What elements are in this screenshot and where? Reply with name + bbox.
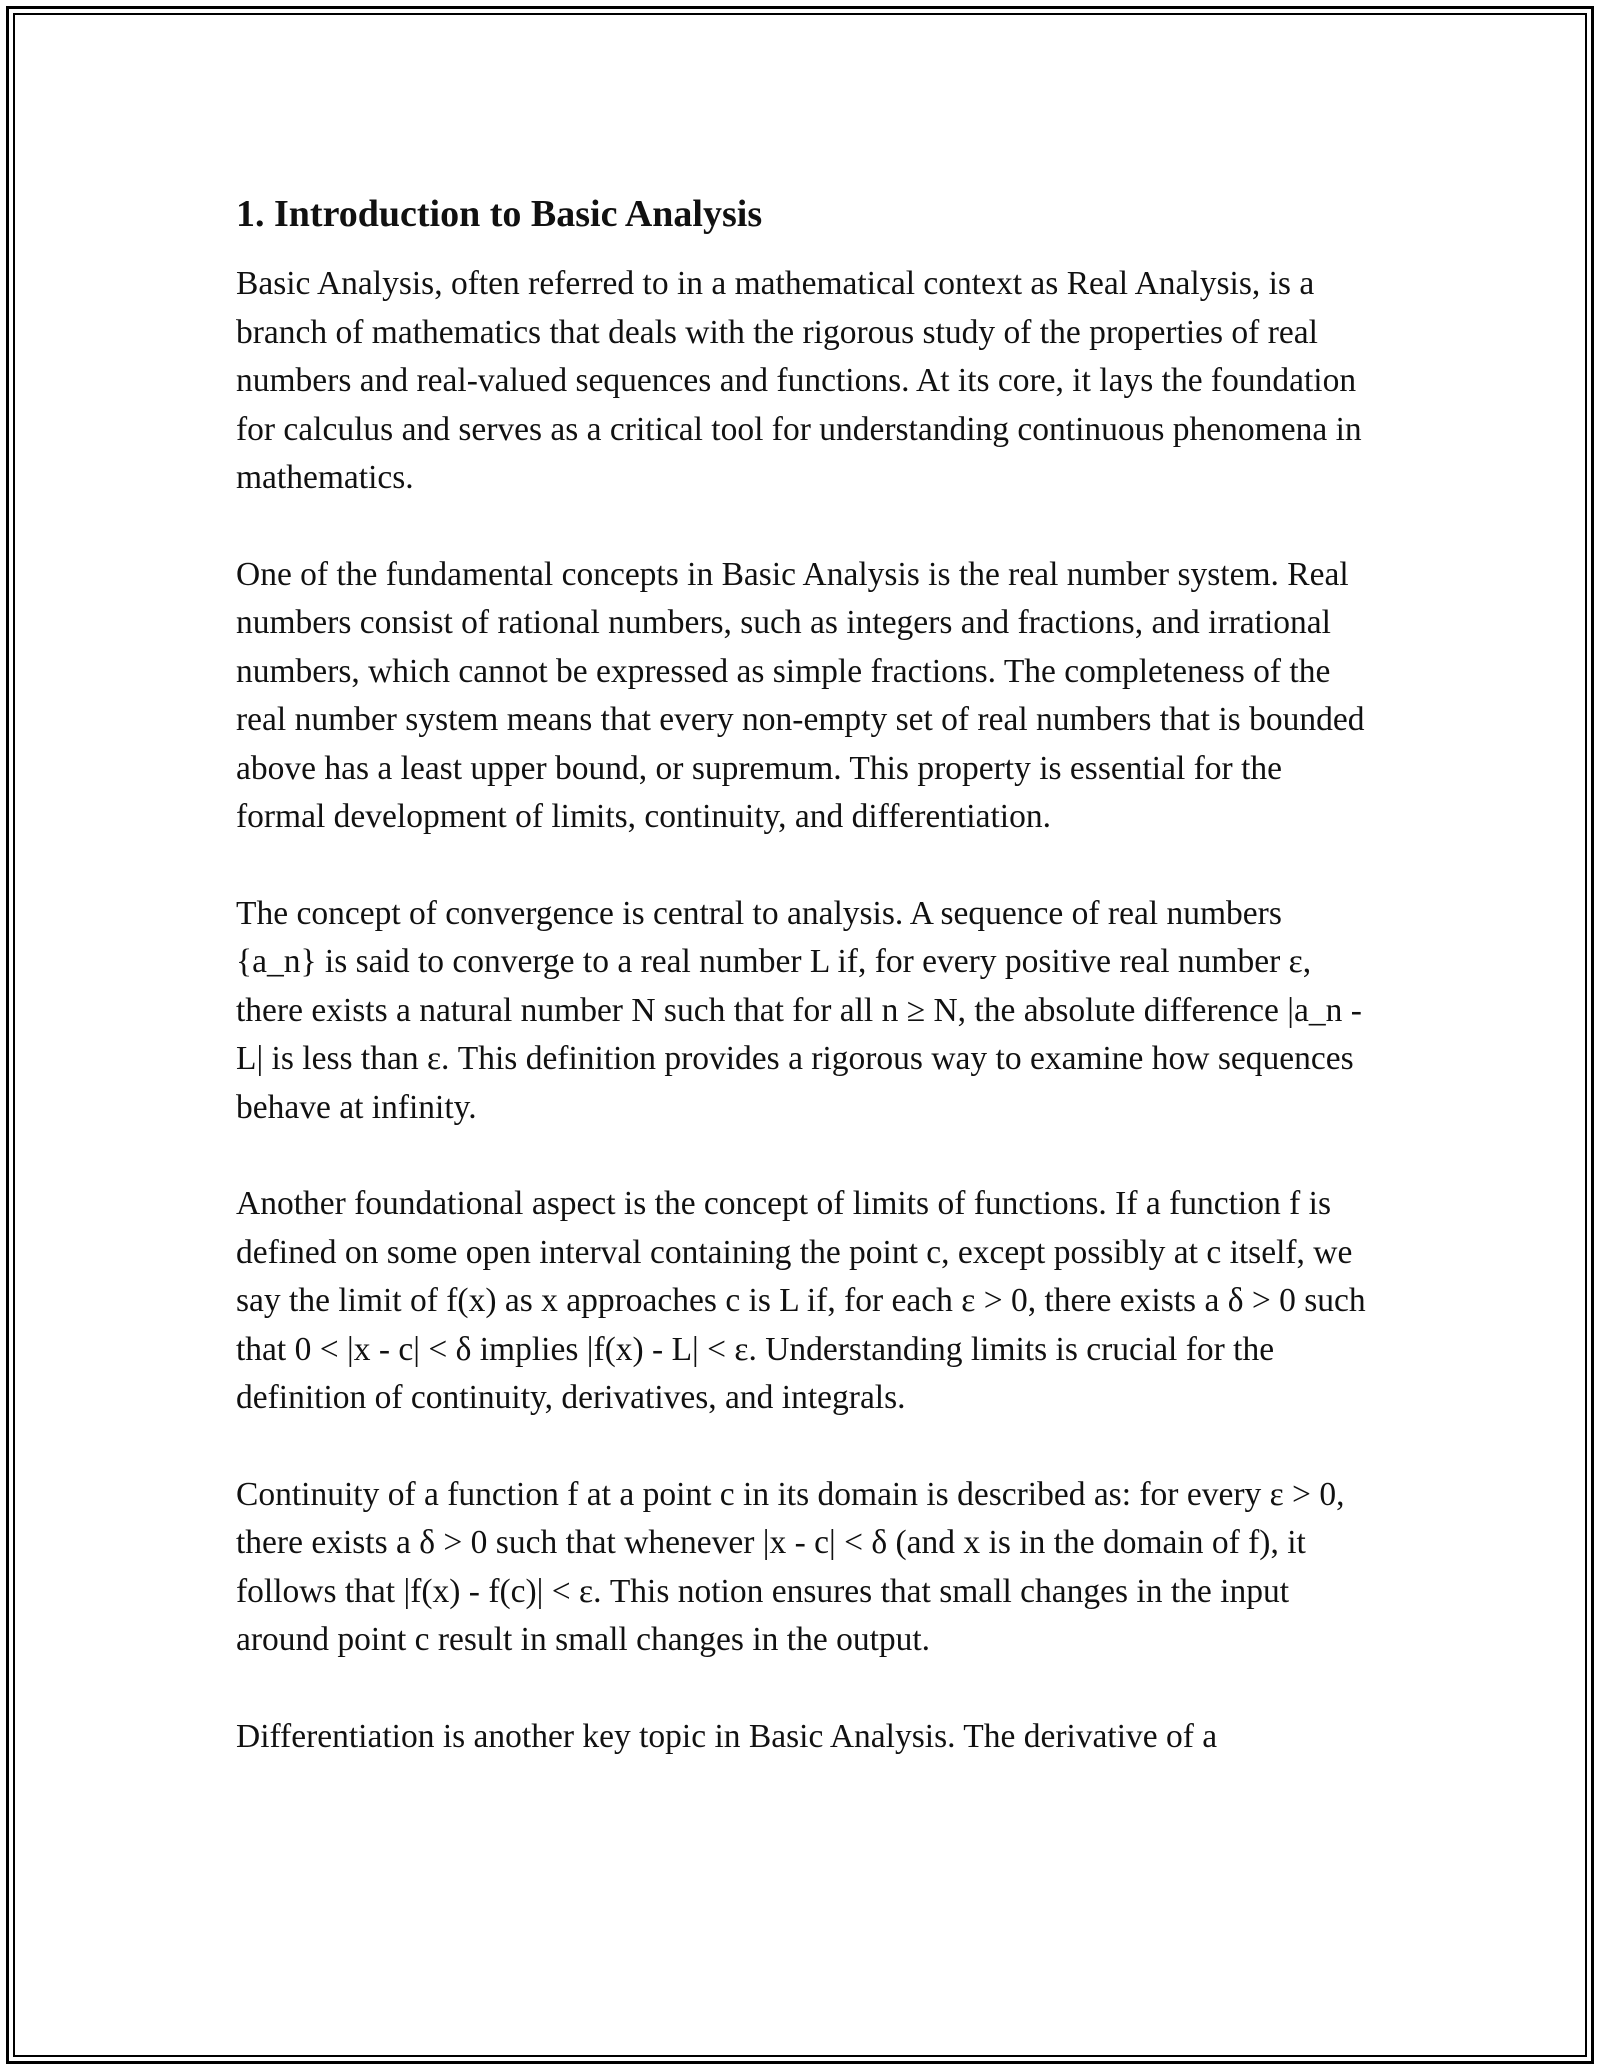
paragraph-convergence: The concept of convergence is central to analysis. A sequence of real numbers {a_n} is said to converge to a real number L if, for every positive real number ε, there exists a natural number N such that for all n ≥ N, the absolute difference |a_n - L| is less than ε. This definition provides a rigorous way to examine how sequences behave at infinity. [236,894,1362,1126]
paragraph-intro: Basic Analysis, often referred to in a mathematical context as Real Analysis, is a branch of mathematics that deals with the rigorous study of the properties of real numbers and real-valued sequences and functions. At its core, it lays the foundation for calculus and serves as a critical tool for understanding continuous phenomena in mathematics. [236,265,1362,496]
document-body [236,186,1366,1809]
paragraph-continuity: Continuity of a function f at a point c in its domain is described as: for every ε > 0, there exists a δ > 0 such that whenever |x - c| < δ (and x is in the domain of f), it follows that |f(x) - f(c)| < ε. This notion ensures that small changes in the input around point c result in small changes in the output. [236,1475,1345,1658]
paragraph-differentiation: Differentiation is another key topic in Basic Analysis. The derivative of a [236,1717,1218,1755]
paragraph-real-numbers: One of the fundamental concepts in Basic Analysis is the real number system. Real numbers consist of rational numbers, such as integers and fractions, and irrational numbers, which cannot be expressed as simple fractions. The completeness of the real number system means that every non-empty set of real numbers that is bounded above has a least upper bound, or supremum. This property is essential for the formal development of limits, continuity, and differentiation. [236,555,1365,835]
paragraph-limits: Another foundational aspect is the concept of limits of functions. If a function f is defined on some open interval containing the point c, except possibly at c itself, we say the limit of f(x) as x approaches c is L if, for each ε > 0, there exists a δ > 0 such that 0 < |x - c| < δ implies |f(x) - L| < ε. Understanding limits is crucial for the definition of continuity, derivatives, and integrals. [236,1185,1366,1416]
section-heading: 1. Introduction to Basic Analysis [236,193,763,235]
